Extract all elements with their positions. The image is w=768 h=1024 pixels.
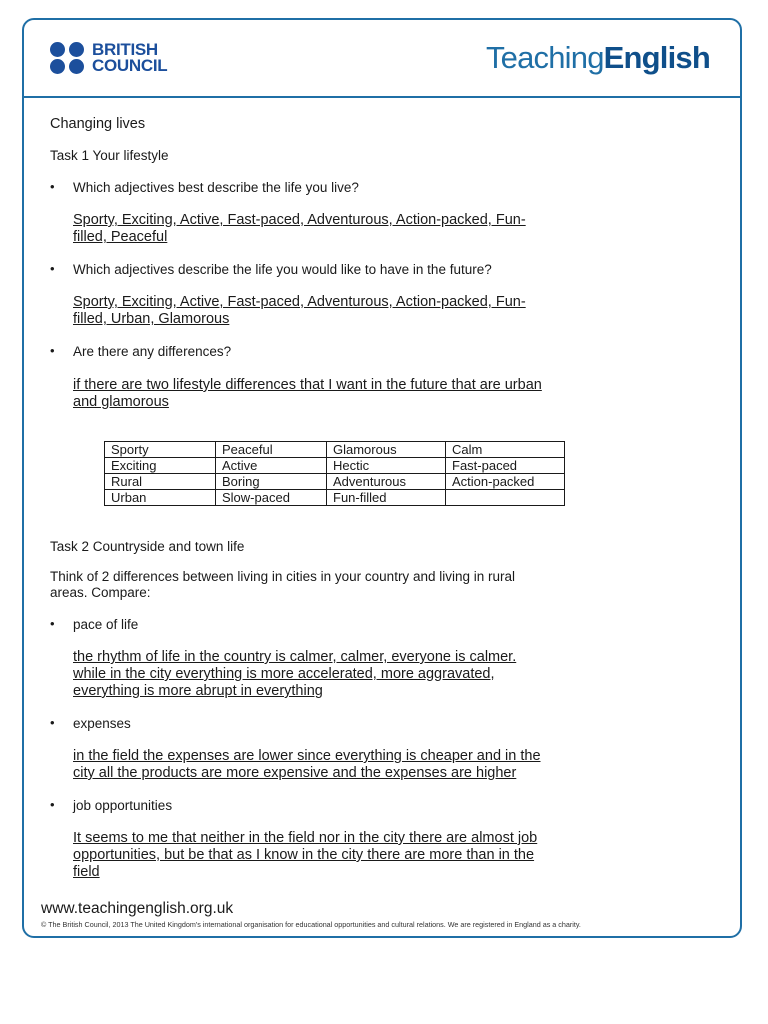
answer-line: opportunities, but be that as I know in the city there are more than in the (73, 847, 535, 863)
answer-expenses (73, 748, 573, 782)
te-logo-part1: Teaching (485, 40, 604, 75)
header-divider (24, 96, 740, 98)
answer-2-line: filled, Urban, Glamorous (73, 311, 230, 327)
table-cell: Urban (105, 490, 216, 506)
answer-line: everything is more abrupt in everything (73, 683, 323, 699)
question-2-text: Which adjectives describe the life you would like to have in the future? (73, 262, 492, 277)
table-cell: Active (216, 458, 327, 474)
question-2 (50, 262, 492, 277)
answer-2 (73, 294, 573, 328)
answer-2-line: Sporty, Exciting, Active, Fast-paced, Adventurous, Action-packed, Fun- (73, 294, 526, 310)
answer-1-line: Sporty, Exciting, Active, Fast-paced, Adventurous, Action-packed, Fun- (73, 212, 526, 228)
table-row (105, 474, 565, 490)
british-council-logo (50, 42, 180, 78)
table-row (105, 442, 565, 458)
answer-job-opportunities (73, 830, 573, 881)
task2-intro-line: Think of 2 differences between living in cities in your country and living in rural (50, 569, 515, 584)
table-cell: Action-packed (446, 474, 565, 490)
table-cell: Fast-paced (446, 458, 565, 474)
table-row (105, 458, 565, 474)
table-cell: Boring (216, 474, 327, 490)
table-cell (446, 490, 565, 506)
task2-intro-line: areas. Compare: (50, 585, 151, 600)
answer-3 (73, 377, 573, 411)
bullet-expenses (50, 716, 131, 731)
answer-3-line: if there are two lifestyle differences that I want in the future that are urban (73, 377, 542, 393)
answer-line: It seems to me that neither in the field nor in the city there are almost job (73, 830, 538, 846)
bc-logo-word-1: BRITISH (92, 40, 158, 59)
answer-1 (73, 212, 573, 246)
question-3 (50, 344, 231, 359)
question-1 (50, 180, 359, 195)
te-logo-part2: English (603, 40, 710, 75)
bc-logo-word-2: COUNCIL (92, 56, 168, 75)
answer-line: field (73, 864, 100, 880)
bullet-text: job opportunities (73, 798, 173, 813)
table-row (105, 490, 565, 506)
answer-pace-of-life (73, 649, 573, 700)
bullet-job-opportunities (50, 798, 172, 813)
task2-heading: Task 2 Countryside and town life (50, 539, 245, 554)
table-cell: Slow-paced (216, 490, 327, 506)
table-cell: Adventurous (327, 474, 446, 490)
question-1-text: Which adjectives best describe the life you live? (73, 180, 359, 195)
task1-heading: Task 1 Your lifestyle (50, 148, 169, 163)
answer-line: city all the products are more expensive and the expenses are higher (73, 765, 517, 781)
adjective-table (104, 441, 565, 506)
answer-line: the rhythm of life in the country is calmer, calmer, everyone is calmer. (73, 649, 517, 665)
bullet-pace-of-life (50, 617, 138, 632)
table-cell: Glamorous (327, 442, 446, 458)
footer-url: www.teachingenglish.org.uk (41, 900, 234, 917)
bullet-text: expenses (73, 716, 131, 731)
british-council-dots-icon (50, 42, 86, 74)
task2-intro (50, 569, 515, 601)
table-cell: Sporty (105, 442, 216, 458)
answer-line: in the field the expenses are lower since everything is cheaper and in the (73, 748, 541, 764)
table-cell: Rural (105, 474, 216, 490)
table-cell: Exciting (105, 458, 216, 474)
bullet-text: pace of life (73, 617, 139, 632)
answer-line: while in the city everything is more accelerated, more aggravated, (73, 666, 495, 682)
teaching-english-logo (486, 40, 710, 76)
worksheet-title: Changing lives (50, 116, 146, 132)
answer-1-line: filled, Peaceful (73, 229, 168, 245)
footer-copyright: © The British Council, 2013 The United Kingdom's international organisation for educational opportunities and cultural relations. We are registered in England as a charity. (41, 920, 581, 929)
table-cell: Hectic (327, 458, 446, 474)
question-3-text: Are there any differences? (73, 344, 232, 359)
table-cell: Fun-filled (327, 490, 446, 506)
answer-3-line: and glamorous (73, 394, 169, 410)
table-cell: Peaceful (216, 442, 327, 458)
table-cell: Calm (446, 442, 565, 458)
